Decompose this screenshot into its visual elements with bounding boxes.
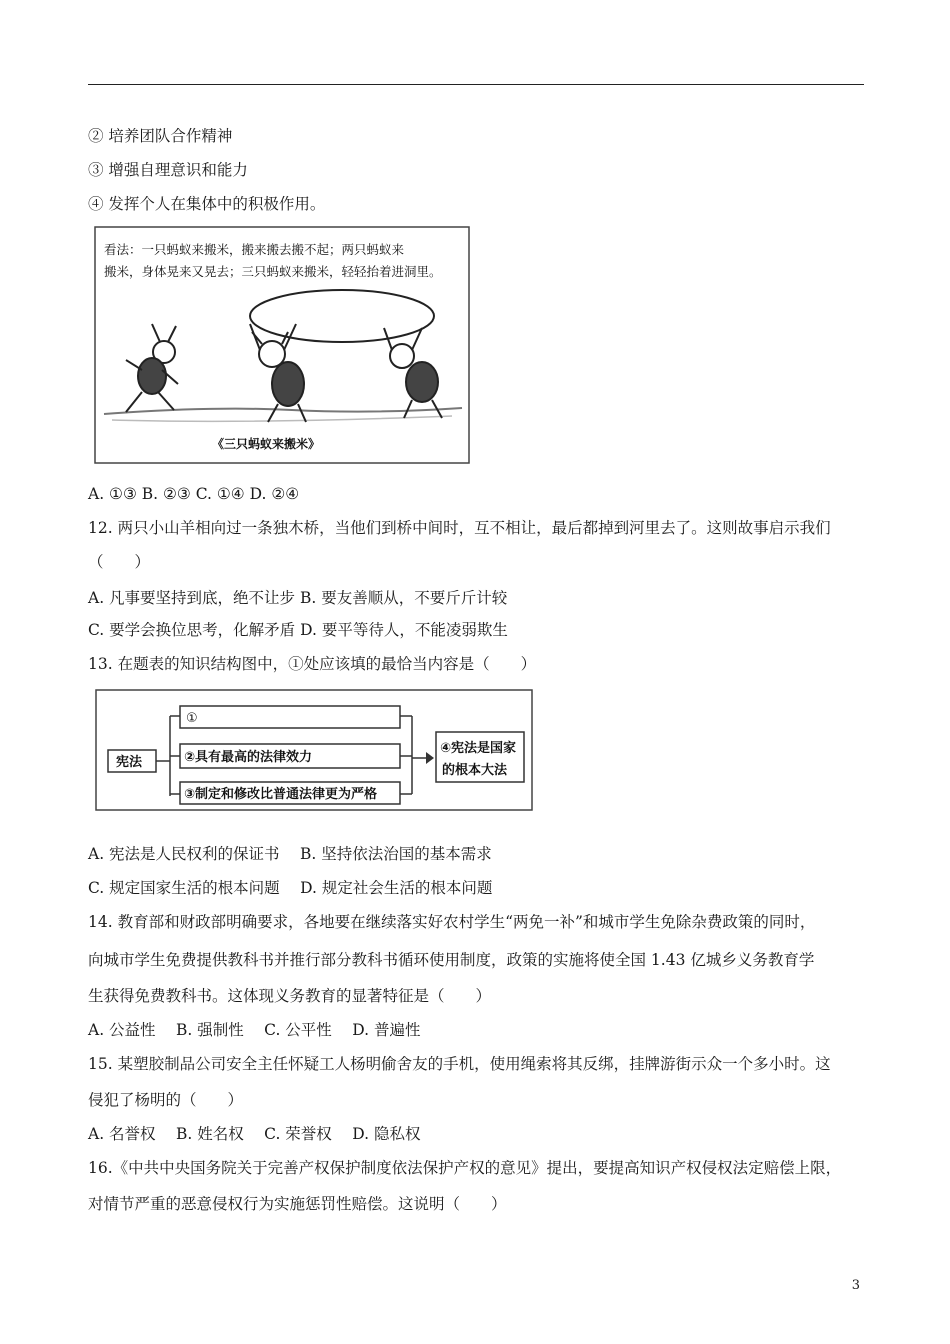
- q14-options: A. 公益性 B. 强制性 C. 公平性 D. 普遍性: [88, 1021, 421, 1039]
- diagram-branch-2: ②具有最高的法律效力: [184, 750, 313, 765]
- q12-options-ab: A. 凡事要坚持到底，绝不让步 B. 要友善顺从，不要斤斤计较: [88, 589, 508, 607]
- diagram-branch-1: ①: [186, 711, 198, 726]
- q11-options: A. ①③ B. ②③ C. ①④ D. ②④: [88, 485, 300, 503]
- page-number: 3: [851, 1278, 860, 1293]
- option-item-3: ③ 增强自理意识和能力: [88, 161, 248, 179]
- option-item-2: ② 培养团队合作精神: [88, 127, 233, 145]
- q15-line2: 侵犯了杨明的（ ）: [88, 1091, 244, 1109]
- ant-cartoon-image: [92, 224, 472, 466]
- option-item-4: ④ 发挥个人在集体中的积极作用。: [88, 195, 326, 213]
- diagram-result-line2: 的根本大法: [442, 763, 508, 778]
- q14-line3: 生获得免费教科书。这体现义务教育的显著特征是（ ）: [88, 987, 492, 1005]
- q14-line2: 向城市学生免费提供教科书并推行部分教科书循环使用制度，政策的实施将使全国 1.43 亿城乡义务教育学: [88, 951, 815, 969]
- q15-line1: 15. 某塑胶制品公司安全主任怀疑工人杨明偷舍友的手机，使用绳索将其反绑，挂牌游街示众一个多小时。这: [88, 1055, 831, 1073]
- q16-line2: 对情节严重的恶意侵权行为实施惩罚性赔偿。这说明（ ）: [88, 1195, 507, 1213]
- q12-options-cd: C. 要学会换位思考，化解矛盾 D. 要平等待人，不能凌弱欺生: [88, 621, 508, 639]
- constitution-diagram: [92, 686, 536, 814]
- diagram-branch-3: ③制定和修改比普通法律更为严格: [184, 787, 378, 802]
- cartoon-title: 《三只蚂蚁来搬米》: [212, 437, 321, 451]
- q14-line1: 14. 教育部和财政部明确要求，各地要在继续落实好农村学生“两免一补”和城市学生免除杂费政策的同时，: [88, 913, 816, 931]
- q12-blank: （ ）: [88, 553, 151, 571]
- q13-options-ab: A. 宪法是人民权利的保证书 B. 坚持依法治国的基本需求: [88, 845, 492, 863]
- diagram-result-line1: ④宪法是国家: [440, 741, 517, 756]
- diagram-root: 宪法: [116, 755, 143, 770]
- q12-stem: 12. 两只小山羊相向过一条独木桥，当他们到桥中间时，互不相让，最后都掉到河里去了。这则故事启示我们: [88, 519, 831, 537]
- cartoon-caption-line2: 搬米，身体晃来又晃去；三只蚂蚁来搬米，轻轻抬着进洞里。: [104, 264, 442, 279]
- q15-options: A. 名誉权 B. 姓名权 C. 荣誉权 D. 隐私权: [88, 1125, 421, 1143]
- q13-options-cd: C. 规定国家生活的根本问题 D. 规定社会生活的根本问题: [88, 879, 493, 897]
- header-rule: [88, 84, 864, 85]
- cartoon-caption-line1: 看法：一只蚂蚁来搬米，搬来搬去搬不起；两只蚂蚁来: [104, 242, 405, 257]
- q13-stem: 13. 在题表的知识结构图中，①处应该填的最恰当内容是（ ）: [88, 655, 537, 673]
- q16-line1: 16.《中共中央国务院关于完善产权保护制度依法保护产权的意见》提出，要提高知识产权侵权法定赔偿上限，: [88, 1159, 842, 1177]
